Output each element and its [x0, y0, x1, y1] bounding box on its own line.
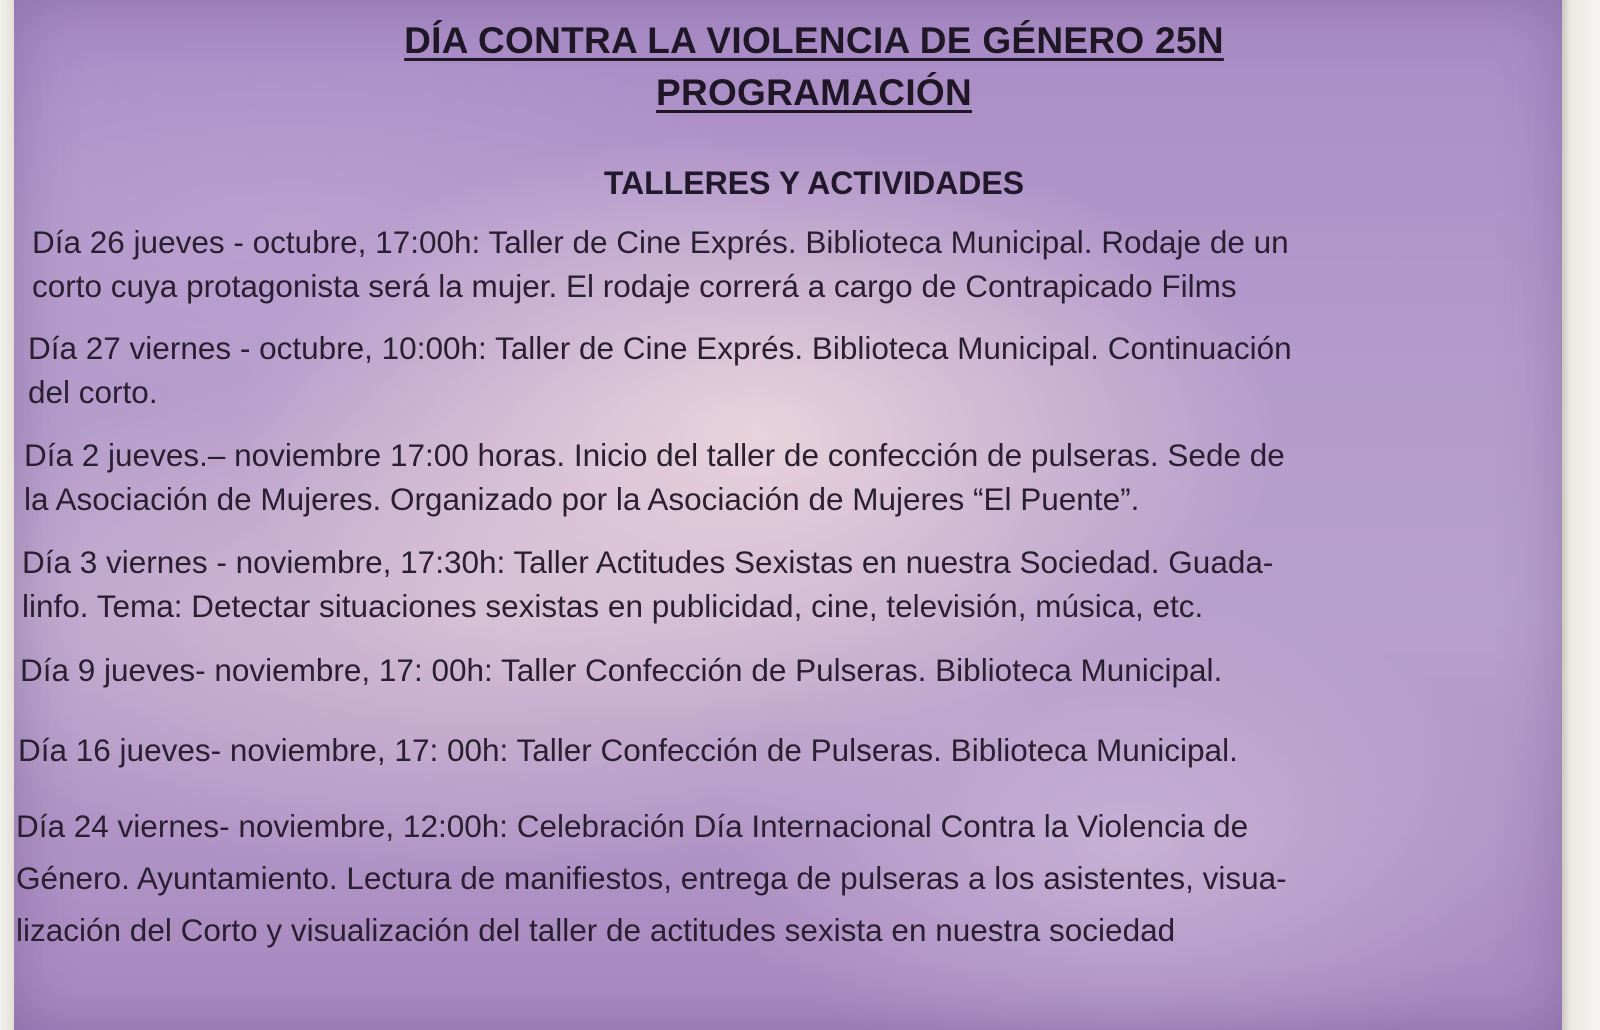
poster-title-line1: DÍA CONTRA LA VIOLENCIA DE GÉNERO 25N — [404, 20, 1224, 61]
entry-line: Día 2 jueves.– noviembre 17:00 horas. Inicio del taller de confección de pulseras. Sede de — [24, 437, 1285, 473]
entry-line: Género. Ayuntamiento. Lectura de manifiestos, entrega de pulseras a los asistentes, visua- — [16, 860, 1287, 896]
wall-right-edge — [1558, 0, 1600, 1030]
schedule-entry-nov24 — [16, 800, 1287, 956]
entry-line: corto cuya protagonista será la mujer. El rodaje correrá a cargo de Contrapicado Films — [32, 268, 1237, 304]
entry-line: Día 9 jueves- noviembre, 17: 00h: Taller Confección de Pulseras. Biblioteca Municipal. — [20, 652, 1223, 688]
poster-title-line2: PROGRAMACIÓN — [655, 72, 973, 113]
schedule-entry-oct26 — [32, 220, 1289, 308]
entry-line: Día 16 jueves- noviembre, 17: 00h: Taller Confección de Pulseras. Biblioteca Municipal. — [18, 732, 1238, 768]
entry-line: la Asociación de Mujeres. Organizado por la Asociación de Mujeres “El Puente”. — [24, 481, 1140, 517]
schedule-entry-nov9 — [20, 648, 1222, 692]
schedule-entry-oct27 — [28, 326, 1292, 414]
schedule-entry-nov16 — [18, 728, 1238, 772]
entry-line: Día 26 jueves - octubre, 17:00h: Taller de Cine Exprés. Biblioteca Municipal. Rodaje de un — [32, 224, 1289, 260]
entry-line: Día 3 viernes - noviembre, 17:30h: Taller Actitudes Sexistas en nuestra Sociedad. Guada- — [22, 544, 1274, 580]
entry-line: Día 27 viernes - octubre, 10:00h: Taller de Cine Exprés. Biblioteca Municipal. Continuación — [28, 330, 1292, 366]
section-heading: TALLERES Y ACTIVIDADES — [603, 165, 1025, 201]
event-poster — [14, 0, 1562, 1030]
entry-line: Día 24 viernes- noviembre, 12:00h: Celebración Día Internacional Contra la Violencia de — [16, 808, 1249, 844]
poster-content — [14, 0, 1562, 1030]
entry-line: del corto. — [28, 374, 158, 410]
entry-line: linfo. Tema: Detectar situaciones sexistas en publicidad, cine, televisión, música, etc. — [22, 588, 1204, 624]
entry-line: lización del Corto y visualización del taller de actitudes sexista en nuestra sociedad — [16, 912, 1176, 948]
schedule-entry-nov3 — [22, 540, 1273, 628]
schedule-entry-nov2 — [24, 433, 1285, 521]
